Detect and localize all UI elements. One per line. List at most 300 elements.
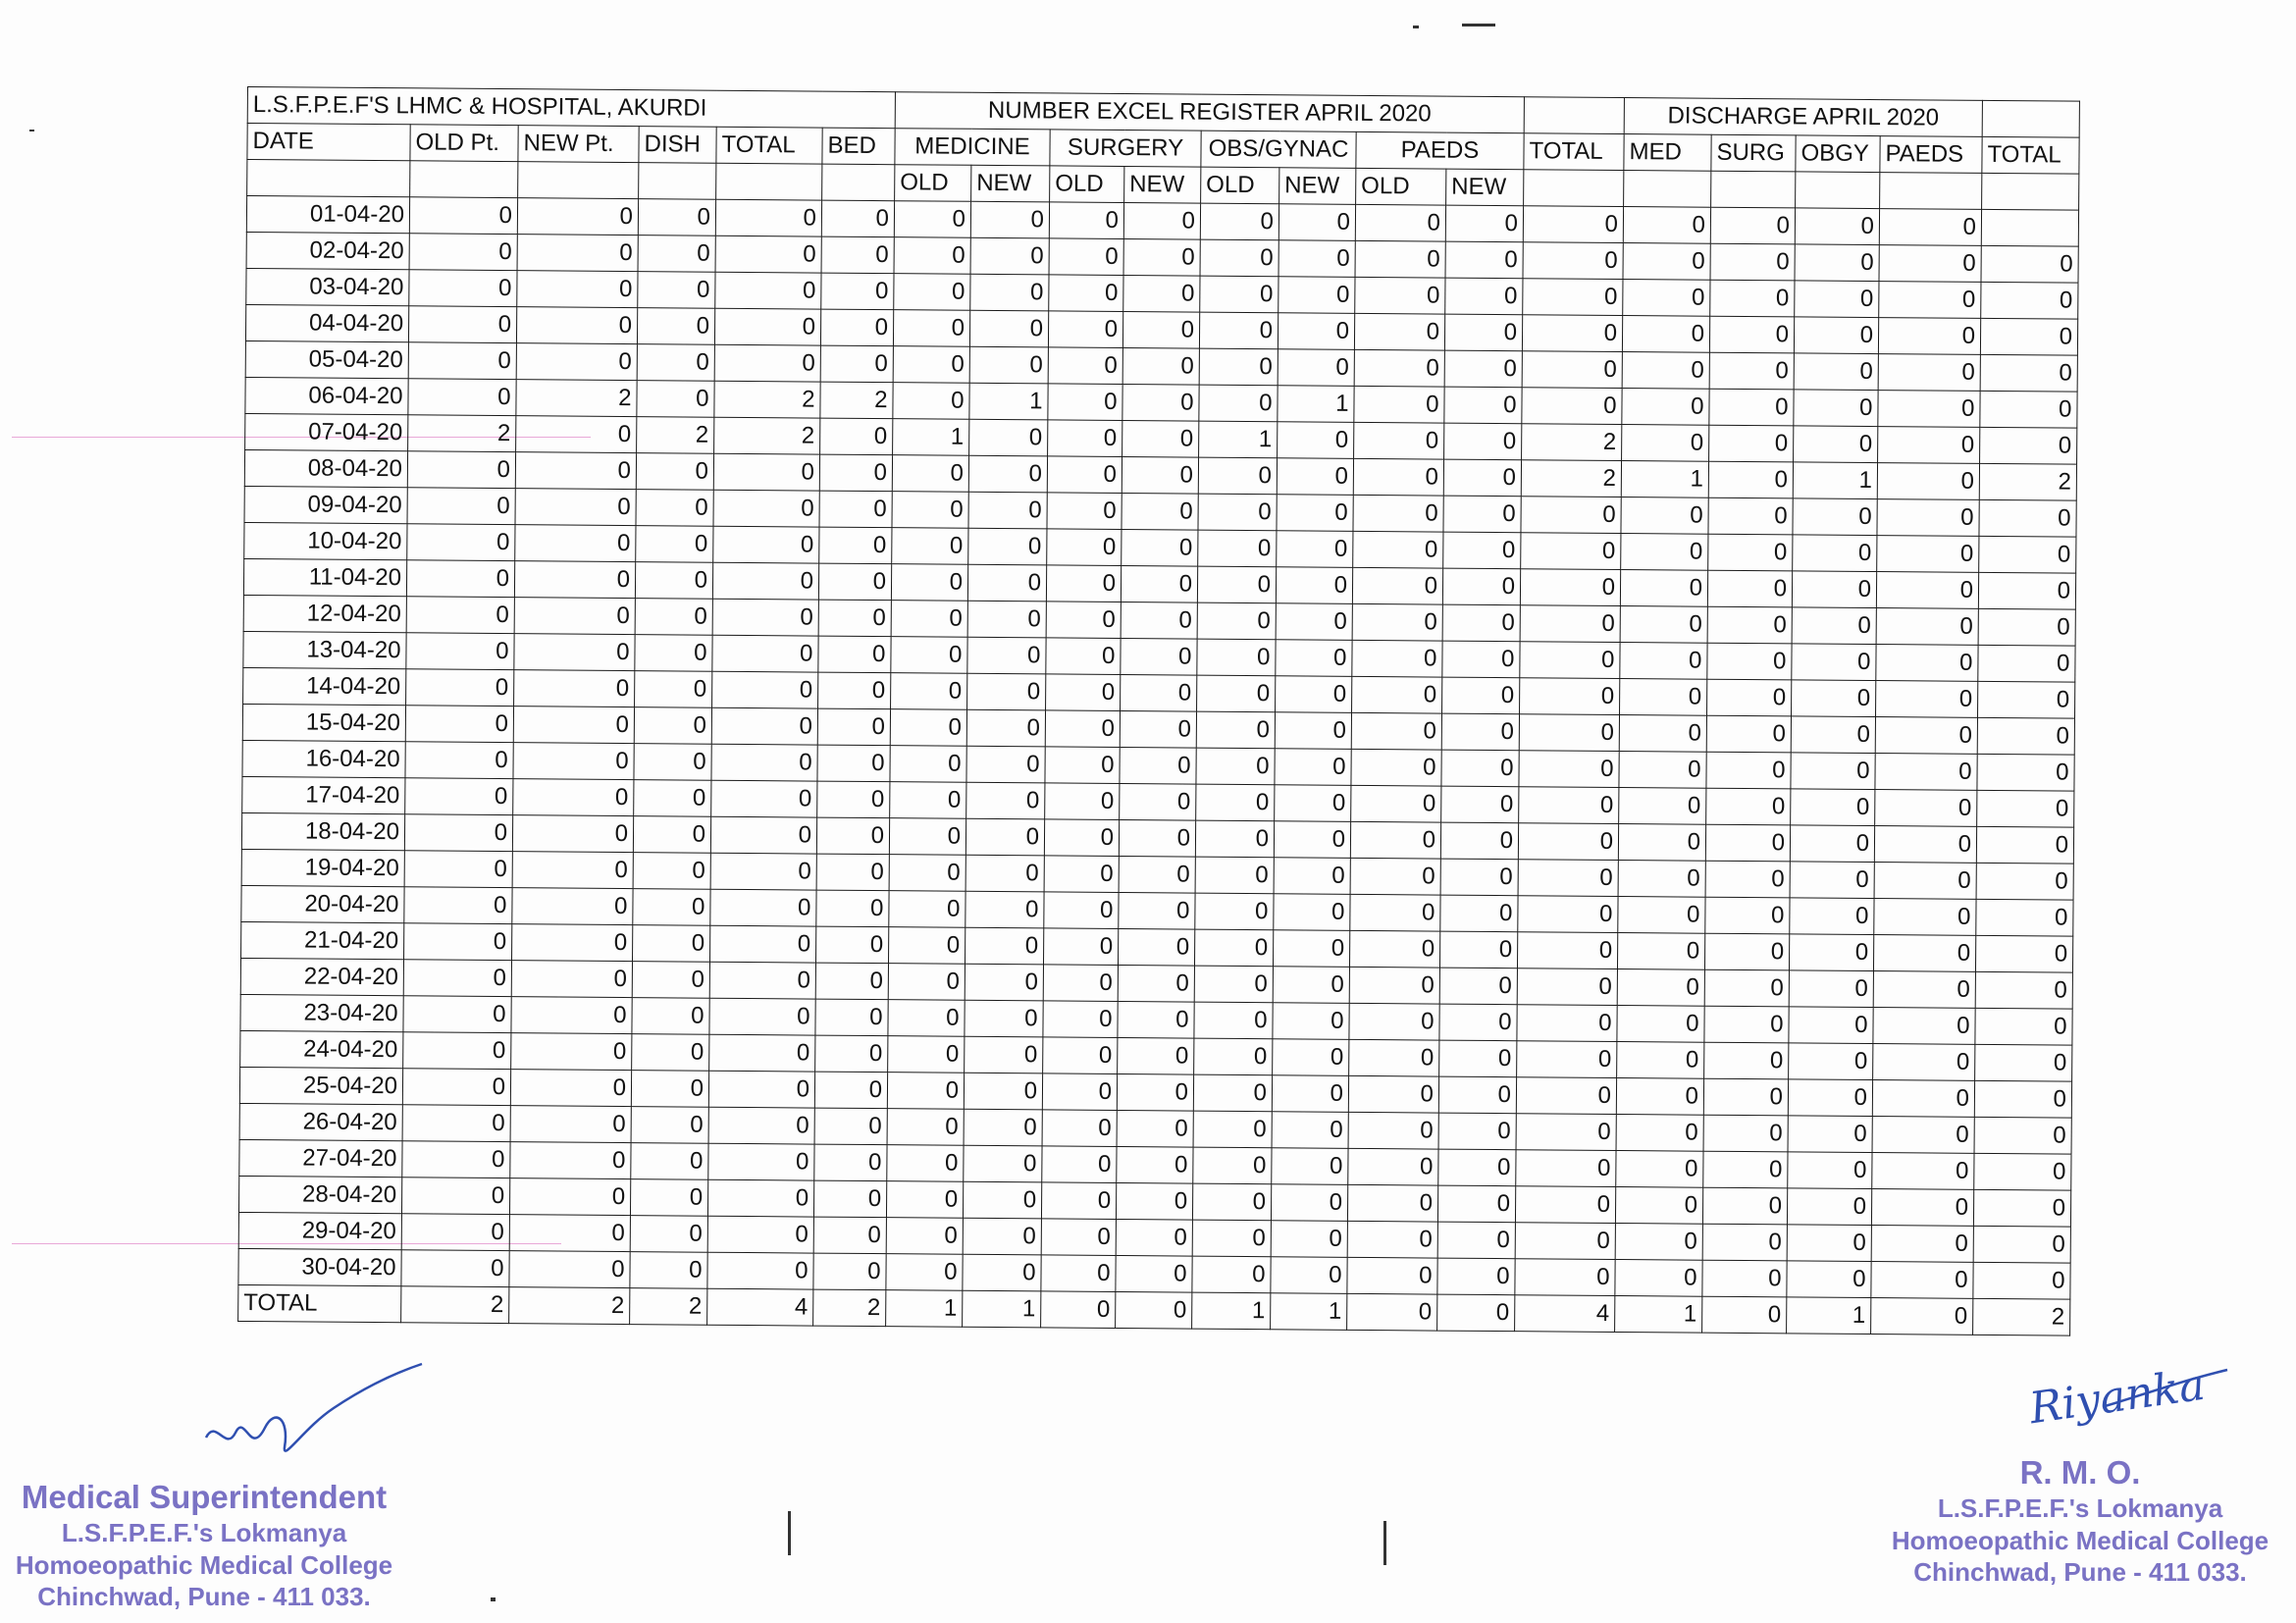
value-cell: 0 [1119, 893, 1195, 930]
value-cell: 0 [513, 779, 634, 816]
value-cell: 0 [510, 1070, 631, 1107]
value-cell: 0 [1119, 857, 1195, 894]
value-cell: 0 [1441, 786, 1519, 823]
value-cell: 0 [711, 707, 817, 745]
value-cell: 0 [1355, 204, 1445, 241]
date-cell: 25-04-20 [239, 1067, 402, 1104]
date-cell: 21-04-20 [241, 921, 404, 959]
value-cell: 0 [509, 1178, 630, 1216]
value-cell: 0 [1199, 385, 1278, 422]
value-cell: 0 [1710, 280, 1795, 317]
value-cell: 0 [1437, 1294, 1515, 1332]
value-cell: 0 [1978, 645, 2075, 682]
value-cell: 0 [1195, 820, 1274, 858]
header-new-pt: NEW Pt. [518, 126, 639, 163]
discharge-title: DISCHARGE APRIL 2020 [1624, 98, 1982, 137]
value-cell: 0 [708, 1071, 814, 1108]
value-cell: 0 [889, 891, 965, 928]
value-cell: 0 [1197, 639, 1276, 676]
value-cell: 0 [1618, 824, 1705, 862]
value-cell: 0 [886, 1218, 963, 1255]
date-cell: 23-04-20 [240, 994, 403, 1031]
value-cell: 0 [1352, 640, 1442, 677]
value-cell: 0 [1444, 314, 1522, 351]
value-cell: 0 [709, 1034, 815, 1072]
header-total-3: TOTAL [1982, 136, 2079, 174]
value-cell: 0 [1874, 826, 1976, 864]
value-cell: 0 [1041, 1291, 1116, 1329]
value-cell: 0 [1437, 1222, 1515, 1259]
value-cell: 0 [1617, 932, 1704, 969]
value-cell: 0 [1441, 750, 1519, 787]
value-cell: 0 [1878, 354, 1980, 392]
value-cell: 0 [1877, 463, 1979, 500]
value-cell: 0 [1354, 349, 1444, 387]
value-cell: 0 [405, 742, 513, 779]
header-date: DATE [247, 124, 410, 161]
header-obs-gynac: OBS/GYNAC [1201, 131, 1356, 168]
value-cell: 0 [1871, 1189, 1973, 1227]
value-cell: 0 [1046, 674, 1121, 711]
value-cell: 0 [1200, 239, 1278, 277]
value-cell: 0 [1875, 717, 1977, 755]
value-cell: 0 [709, 998, 815, 1035]
value-cell: 0 [1274, 821, 1350, 859]
value-cell: 0 [1980, 427, 2077, 464]
value-cell: 0 [512, 888, 633, 925]
value-cell: 0 [510, 1106, 631, 1143]
value-cell: 0 [964, 1109, 1042, 1146]
value-cell: 0 [635, 562, 712, 600]
stamp-right-title: R. M. O. [2019, 1454, 2141, 1491]
value-cell: 0 [707, 1216, 813, 1253]
value-cell: 2 [1522, 424, 1622, 461]
value-cell: 0 [404, 814, 512, 852]
value-cell: 0 [634, 780, 711, 817]
value-cell: 0 [516, 416, 637, 453]
header-surg: SURG [1711, 134, 1796, 172]
date-cell: 15-04-20 [242, 704, 405, 741]
value-cell: 0 [1278, 240, 1355, 278]
value-cell: 0 [1196, 748, 1275, 785]
value-cell: 0 [1045, 710, 1120, 748]
value-cell: 0 [1520, 678, 1620, 715]
date-cell: 14-04-20 [243, 667, 406, 705]
value-cell: 0 [890, 782, 966, 819]
value-cell: 0 [638, 272, 715, 309]
value-cell: 0 [1703, 1115, 1788, 1152]
value-cell: 0 [813, 1253, 886, 1290]
stamp-left-line4: Chinchwad, Pune - 411 033. [37, 1582, 371, 1612]
value-cell: 0 [1975, 1044, 2072, 1081]
value-cell: 0 [1349, 1003, 1439, 1040]
value-cell: 0 [817, 708, 890, 746]
value-cell: 0 [1192, 1183, 1271, 1221]
value-cell: 0 [511, 997, 632, 1034]
value-cell: 0 [1872, 1080, 1974, 1118]
value-cell: 0 [517, 198, 638, 236]
value-cell: 0 [1199, 348, 1278, 386]
value-cell: 0 [409, 234, 517, 271]
value-cell: 0 [1976, 826, 2073, 864]
value-cell: 0 [1120, 784, 1196, 821]
value-cell: 0 [710, 925, 816, 963]
date-cell: 24-04-20 [240, 1030, 403, 1068]
date-cell: 07-04-20 [245, 413, 408, 450]
value-cell: 0 [891, 601, 967, 638]
scan-speck [788, 1511, 791, 1555]
value-cell: 0 [1350, 821, 1440, 859]
header-total: TOTAL [716, 127, 822, 164]
value-cell: 0 [888, 1036, 965, 1073]
value-cell: 0 [1439, 1004, 1517, 1041]
value-cell: 0 [402, 1141, 510, 1178]
value-cell: 0 [1708, 497, 1793, 535]
value-cell: 0 [1619, 715, 1706, 753]
value-cell: 0 [405, 778, 513, 815]
value-cell: 0 [1515, 1259, 1615, 1296]
value-cell: 0 [1789, 1007, 1873, 1044]
value-cell: 0 [892, 528, 968, 565]
date-cell: 29-04-20 [238, 1212, 401, 1249]
value-cell: 0 [1441, 713, 1519, 751]
date-cell: 06-04-20 [245, 377, 408, 414]
header-dish: DISH [639, 127, 716, 164]
value-cell: 0 [1044, 856, 1119, 893]
header-surgery: SURGERY [1050, 130, 1201, 167]
value-cell: 0 [1350, 858, 1440, 895]
value-cell: 0 [1352, 603, 1442, 641]
value-cell: 0 [819, 527, 892, 564]
value-cell: 0 [709, 962, 815, 999]
value-cell: 0 [1788, 1079, 1872, 1117]
value-cell: 0 [1710, 243, 1795, 281]
value-cell: 0 [1122, 385, 1199, 422]
value-cell: 0 [1194, 966, 1273, 1003]
value-cell: 0 [1878, 391, 1980, 428]
header-medicine: MEDICINE [895, 129, 1050, 166]
value-cell: 0 [1354, 422, 1444, 459]
value-cell: 0 [1353, 531, 1443, 568]
value-cell: 0 [1517, 1041, 1617, 1078]
value-cell: 0 [633, 889, 710, 926]
value-cell: 0 [1197, 566, 1276, 603]
value-cell: 0 [707, 1252, 813, 1289]
value-cell: 0 [512, 924, 633, 962]
value-cell: 0 [635, 599, 712, 636]
value-cell: 0 [1046, 638, 1121, 675]
value-cell: 0 [1977, 754, 2074, 791]
value-cell: 0 [1871, 1262, 1973, 1299]
superintendent-stamp [8, 1477, 400, 1613]
value-cell: 0 [1974, 1080, 2071, 1118]
value-cell: 0 [714, 344, 820, 382]
value-cell: 0 [407, 488, 515, 525]
value-cell: 0 [712, 599, 818, 636]
value-cell: 0 [1705, 824, 1790, 862]
value-cell: 0 [710, 816, 816, 854]
value-cell: 0 [1615, 1186, 1702, 1224]
value-cell: 0 [1195, 893, 1274, 930]
value-cell: 0 [1438, 1149, 1516, 1186]
value-cell: 0 [1617, 969, 1704, 1006]
value-cell: 0 [1704, 1006, 1789, 1043]
value-cell: 0 [965, 891, 1044, 928]
value-cell: 0 [1350, 894, 1440, 931]
value-cell: 0 [1519, 787, 1619, 824]
value-cell: 1 [1793, 462, 1877, 499]
date-cell: 27-04-20 [239, 1139, 402, 1177]
value-cell: 0 [893, 310, 969, 347]
value-cell: 0 [1440, 859, 1518, 896]
value-cell: 0 [406, 560, 514, 598]
value-cell: 0 [633, 816, 710, 854]
value-cell: 0 [713, 526, 819, 563]
value-cell: 0 [1706, 788, 1791, 825]
value-cell: 0 [1707, 679, 1792, 716]
value-cell: 0 [1439, 931, 1517, 969]
value-cell: 0 [892, 492, 968, 529]
value-cell: 0 [715, 272, 821, 309]
value-cell: 0 [1276, 640, 1352, 677]
value-cell: 0 [1621, 497, 1708, 535]
value-cell: 2 [516, 380, 637, 417]
value-cell: 0 [1878, 427, 1980, 464]
value-cell: 0 [1274, 858, 1350, 895]
value-cell: 0 [712, 671, 818, 708]
rmo-signature: Riyanka [2026, 1359, 2209, 1435]
value-cell: 0 [1520, 569, 1620, 606]
value-cell: 0 [406, 597, 514, 634]
value-cell: 0 [1117, 1146, 1193, 1183]
value-cell: 0 [1044, 819, 1119, 857]
value-cell: 0 [1622, 425, 1709, 462]
value-cell: 0 [405, 706, 513, 743]
value-cell: 0 [966, 782, 1045, 819]
value-cell: 0 [514, 561, 635, 599]
value-cell: 0 [1196, 784, 1275, 821]
value-cell: 0 [963, 1218, 1041, 1255]
value-cell: 0 [1048, 384, 1122, 421]
value-cell: 0 [1978, 572, 2075, 609]
value-cell: 0 [1977, 790, 2074, 827]
value-cell: 0 [1116, 1291, 1192, 1329]
subheader-paeds-new: NEW [1446, 169, 1524, 206]
value-cell: 0 [1973, 1189, 2070, 1227]
value-cell: 0 [1791, 789, 1875, 826]
value-cell: 0 [1523, 279, 1623, 316]
value-cell: 0 [1523, 206, 1623, 243]
register-sheet [237, 86, 2080, 1336]
value-cell: 0 [1704, 969, 1789, 1007]
value-cell: 0 [715, 236, 821, 273]
value-cell: 0 [401, 1178, 509, 1215]
value-cell: 0 [1622, 389, 1709, 426]
value-cell: 0 [1616, 1114, 1703, 1151]
value-cell: 0 [965, 1000, 1043, 1037]
value-cell: 0 [1194, 929, 1273, 967]
value-cell: 0 [711, 744, 817, 781]
value-cell: 0 [1787, 1225, 1871, 1262]
scan-speck [1383, 1521, 1386, 1565]
value-cell: 0 [887, 1073, 964, 1110]
value-cell: 0 [1794, 317, 1878, 354]
value-cell: 0 [516, 343, 637, 381]
value-cell: 0 [814, 1072, 887, 1109]
value-cell: 0 [1348, 1112, 1438, 1149]
value-cell: 0 [401, 1250, 509, 1287]
value-cell: 0 [1790, 898, 1874, 935]
value-cell: 0 [1517, 969, 1617, 1006]
value-cell: 0 [1616, 1150, 1703, 1187]
value-cell: 0 [1790, 825, 1874, 863]
value-cell: 0 [406, 633, 514, 670]
stamp-left-line2: L.S.F.P.E.F.'s Lokmanya [61, 1518, 347, 1548]
value-cell: 0 [1980, 318, 2077, 355]
value-cell: 0 [1519, 751, 1619, 788]
value-cell: 0 [1973, 1262, 2070, 1299]
value-cell: 0 [965, 855, 1044, 892]
value-cell: 0 [631, 1071, 708, 1108]
value-cell: 0 [816, 926, 889, 964]
value-cell: 0 [1439, 1040, 1517, 1077]
value-cell: 0 [1272, 1148, 1348, 1185]
value-cell: 0 [630, 1179, 707, 1217]
value-cell: 0 [967, 673, 1046, 710]
value-cell: 0 [1795, 208, 1879, 245]
value-cell: 0 [1519, 714, 1619, 752]
header-paeds: PAEDS [1356, 131, 1524, 169]
value-cell: 0 [1789, 934, 1873, 971]
value-cell: 0 [1273, 930, 1349, 968]
value-cell: 0 [1118, 928, 1194, 966]
value-cell: 0 [891, 637, 967, 674]
value-cell: 0 [636, 526, 713, 563]
value-cell: 0 [817, 781, 890, 818]
value-cell: 0 [1275, 749, 1351, 786]
value-cell: 0 [406, 669, 514, 707]
value-cell: 0 [1121, 639, 1197, 676]
value-cell: 0 [1515, 1186, 1615, 1224]
date-cell: 05-04-20 [245, 340, 408, 378]
value-cell: 0 [1702, 1260, 1787, 1297]
date-cell: 26-04-20 [239, 1103, 402, 1140]
value-cell: 0 [1042, 1110, 1117, 1147]
value-cell: 0 [1048, 420, 1122, 457]
value-cell: 0 [402, 1069, 510, 1106]
value-cell: 0 [1792, 607, 1876, 645]
value-cell: 0 [1194, 1002, 1273, 1039]
value-cell: 0 [821, 236, 894, 274]
value-cell: 0 [892, 455, 968, 493]
value-cell: 0 [1043, 1037, 1118, 1074]
value-cell: 0 [1122, 421, 1199, 458]
value-cell: 0 [1117, 1110, 1193, 1147]
value-cell: 0 [1122, 457, 1198, 495]
value-cell: 0 [813, 1217, 886, 1254]
value-cell: 0 [1518, 896, 1618, 933]
value-cell: 0 [1873, 1008, 1975, 1045]
value-cell: 0 [515, 489, 636, 526]
value-cell: 0 [637, 308, 714, 345]
value-cell: 0 [630, 1252, 707, 1289]
value-cell: 0 [1442, 604, 1520, 642]
value-cell: 0 [515, 452, 636, 490]
value-cell: 0 [1354, 386, 1444, 423]
value-cell: 0 [1706, 715, 1791, 753]
value-cell: 1 [1621, 461, 1708, 498]
value-cell: 0 [1707, 570, 1792, 607]
value-cell: 0 [1879, 209, 1981, 246]
value-cell: 0 [715, 199, 821, 236]
value-cell: 0 [1876, 608, 1978, 646]
value-cell: 0 [1518, 823, 1618, 861]
value-cell: 0 [1043, 928, 1118, 966]
value-cell: 0 [1979, 499, 2076, 537]
value-cell: 0 [1276, 676, 1352, 713]
value-cell: 0 [889, 855, 965, 892]
value-cell: 2 [637, 417, 714, 454]
date-cell: 13-04-20 [243, 631, 406, 668]
value-cell: 0 [513, 707, 634, 744]
value-cell: 0 [1706, 752, 1791, 789]
value-cell: 0 [1879, 245, 1981, 283]
subheader-paeds-old: OLD [1356, 168, 1446, 205]
value-cell: 0 [1620, 570, 1707, 607]
header-paeds-2: PAEDS [1880, 136, 1982, 174]
value-cell: 0 [965, 927, 1043, 965]
value-cell: 0 [1615, 1223, 1702, 1260]
value-cell: 0 [408, 306, 516, 343]
value-cell: 2 [820, 382, 893, 419]
value-cell: 0 [1517, 1005, 1617, 1042]
value-cell: 1 [886, 1290, 963, 1328]
value-cell: 0 [1118, 1001, 1194, 1038]
date-cell: 22-04-20 [240, 958, 403, 995]
value-cell: 0 [711, 780, 817, 817]
value-cell: 1 [1192, 1292, 1271, 1330]
value-cell: 0 [818, 600, 891, 637]
value-cell: 0 [1523, 242, 1623, 280]
stamp-right-line2: L.S.F.P.E.F.'s Lokmanya [1937, 1493, 2223, 1524]
value-cell: 0 [1702, 1187, 1787, 1225]
value-cell: 0 [1616, 1077, 1703, 1115]
scan-speck [29, 130, 34, 131]
value-cell: 0 [510, 1142, 631, 1179]
value-cell: 0 [1440, 895, 1518, 932]
value-cell: 1 [893, 419, 969, 456]
value-cell: 2 [1973, 1298, 2070, 1335]
value-cell: 2 [408, 415, 516, 452]
value-cell: 0 [403, 1032, 511, 1070]
value-cell: 1 [1278, 386, 1354, 423]
value-cell: 0 [1278, 204, 1355, 241]
value-cell: 0 [1874, 863, 1976, 900]
value-cell: 0 [965, 1036, 1043, 1073]
value-cell: 0 [967, 564, 1046, 602]
value-cell: 0 [1275, 712, 1351, 750]
value-cell: 0 [1877, 499, 1979, 537]
value-cell: 0 [1873, 1044, 1975, 1081]
value-cell: 0 [1792, 644, 1876, 681]
value-cell: 0 [403, 960, 511, 997]
value-cell: 0 [887, 1145, 964, 1182]
value-cell: 0 [886, 1254, 963, 1291]
value-cell: 0 [887, 1109, 964, 1146]
value-cell: 0 [1791, 753, 1875, 790]
value-cell: 0 [816, 817, 889, 855]
value-cell: 2 [813, 1289, 886, 1327]
